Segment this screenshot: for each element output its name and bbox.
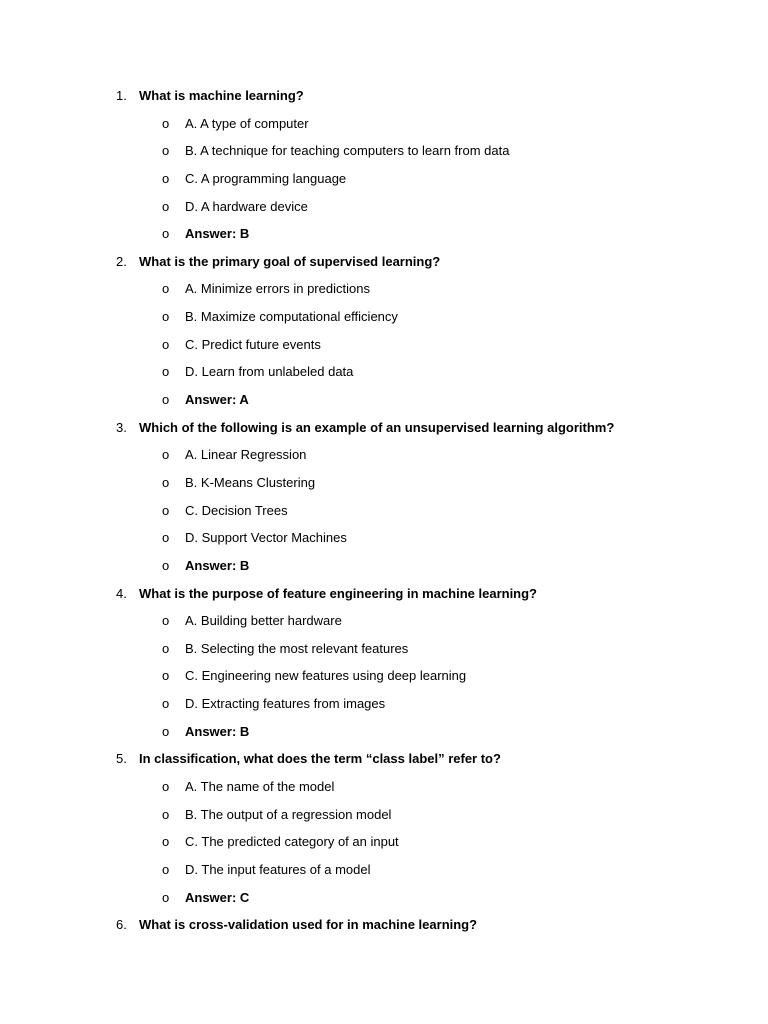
bullet-icon: o bbox=[162, 115, 170, 131]
answer-option-row bbox=[0, 141, 768, 169]
answer-option-row bbox=[0, 611, 768, 639]
answer-option: D. The input features of a model bbox=[185, 861, 371, 877]
answer-key-row bbox=[0, 390, 768, 418]
bullet-icon: o bbox=[162, 336, 170, 352]
bullet-icon: o bbox=[162, 198, 170, 214]
bullet-icon: o bbox=[162, 613, 170, 629]
answer-key-row bbox=[0, 722, 768, 750]
answer-option-row bbox=[0, 666, 768, 694]
answer-key: Answer: B bbox=[185, 723, 250, 739]
answer-key: Answer: B bbox=[185, 557, 250, 573]
answer-option: C. Engineering new features using deep learning bbox=[185, 668, 467, 684]
question-item bbox=[0, 915, 768, 943]
answer-option: D. Learn from unlabeled data bbox=[185, 364, 354, 380]
answer-option-row bbox=[0, 445, 768, 473]
bullet-icon: o bbox=[162, 834, 170, 850]
bullet-icon: o bbox=[162, 640, 170, 656]
bullet-icon: o bbox=[162, 474, 170, 490]
question-number: 4. bbox=[116, 585, 127, 601]
answer-option: B. Selecting the most relevant features bbox=[185, 640, 409, 656]
answer-option-row bbox=[0, 335, 768, 363]
answer-option: B. K-Means Clustering bbox=[185, 474, 316, 490]
question-item bbox=[0, 252, 768, 280]
answer-key-row bbox=[0, 888, 768, 916]
bullet-icon: o bbox=[162, 723, 170, 739]
answer-option-row bbox=[0, 860, 768, 888]
bullet-icon: o bbox=[162, 281, 170, 297]
bullet-icon: o bbox=[162, 557, 170, 573]
answer-key: Answer: B bbox=[185, 226, 250, 242]
answer-option-row bbox=[0, 279, 768, 307]
question-text: What is cross-validation used for in machine learning? bbox=[139, 917, 478, 933]
answer-option: D. Extracting features from images bbox=[185, 696, 386, 712]
question-text: Which of the following is an example of an unsupervised learning algorithm? bbox=[139, 419, 615, 435]
answer-option: A. Minimize errors in predictions bbox=[185, 281, 370, 297]
answer-option-row bbox=[0, 473, 768, 501]
answer-option-row bbox=[0, 169, 768, 197]
answer-option-row bbox=[0, 197, 768, 225]
bullet-icon: o bbox=[162, 889, 170, 905]
answer-option-row bbox=[0, 307, 768, 335]
question-list bbox=[0, 86, 768, 943]
answer-option: D. A hardware device bbox=[185, 198, 308, 214]
question-number: 1. bbox=[116, 88, 127, 103]
answer-option-row bbox=[0, 528, 768, 556]
question-item bbox=[0, 418, 768, 446]
answer-key: Answer: A bbox=[185, 392, 249, 408]
bullet-icon: o bbox=[162, 861, 170, 877]
answer-option-row bbox=[0, 639, 768, 667]
answer-option: A. Building better hardware bbox=[185, 613, 342, 629]
answer-option: C. Decision Trees bbox=[185, 502, 288, 518]
bullet-icon: o bbox=[162, 696, 170, 712]
bullet-icon: o bbox=[162, 779, 170, 795]
question-number: 6. bbox=[116, 917, 127, 933]
bullet-icon: o bbox=[162, 668, 170, 684]
question-text: What is machine learning? bbox=[139, 88, 304, 103]
answer-option: A. A type of computer bbox=[185, 115, 309, 131]
answer-option-row bbox=[0, 501, 768, 529]
question-number: 2. bbox=[116, 253, 127, 269]
answer-option-row bbox=[0, 832, 768, 860]
answer-option: B. A technique for teaching computers to learn from data bbox=[185, 143, 510, 159]
bullet-icon: o bbox=[162, 364, 170, 380]
bullet-icon: o bbox=[162, 502, 170, 518]
question-item bbox=[0, 749, 768, 777]
answer-key-row bbox=[0, 224, 768, 252]
answer-option: D. Support Vector Machines bbox=[185, 530, 347, 546]
question-number: 5. bbox=[116, 751, 127, 767]
answer-option: B. Maximize computational efficiency bbox=[185, 309, 398, 325]
question-text: In classification, what does the term “class label” refer to? bbox=[139, 751, 501, 767]
bullet-icon: o bbox=[162, 806, 170, 822]
question-item bbox=[0, 86, 768, 114]
question-text: What is the purpose of feature engineering in machine learning? bbox=[139, 585, 537, 601]
answer-option-row bbox=[0, 805, 768, 833]
question-item bbox=[0, 584, 768, 612]
bullet-icon: o bbox=[162, 309, 170, 325]
bullet-icon: o bbox=[162, 170, 170, 186]
answer-option: C. A programming language bbox=[185, 170, 347, 186]
answer-key-row bbox=[0, 556, 768, 584]
question-number: 3. bbox=[116, 419, 127, 435]
answer-option-row bbox=[0, 694, 768, 722]
bullet-icon: o bbox=[162, 226, 170, 242]
bullet-icon: o bbox=[162, 530, 170, 546]
answer-option: A. The name of the model bbox=[185, 779, 335, 795]
answer-option-row bbox=[0, 114, 768, 142]
bullet-icon: o bbox=[162, 392, 170, 408]
answer-option: B. The output of a regression model bbox=[185, 806, 392, 822]
answer-key: Answer: C bbox=[185, 889, 250, 905]
answer-option: A. Linear Regression bbox=[185, 447, 307, 463]
question-text: What is the primary goal of supervised learning? bbox=[139, 253, 441, 269]
answer-option-row bbox=[0, 362, 768, 390]
answer-option-row bbox=[0, 777, 768, 805]
bullet-icon: o bbox=[162, 447, 170, 463]
answer-option: C. The predicted category of an input bbox=[185, 834, 399, 850]
bullet-icon: o bbox=[162, 143, 170, 159]
answer-option: C. Predict future events bbox=[185, 336, 321, 352]
